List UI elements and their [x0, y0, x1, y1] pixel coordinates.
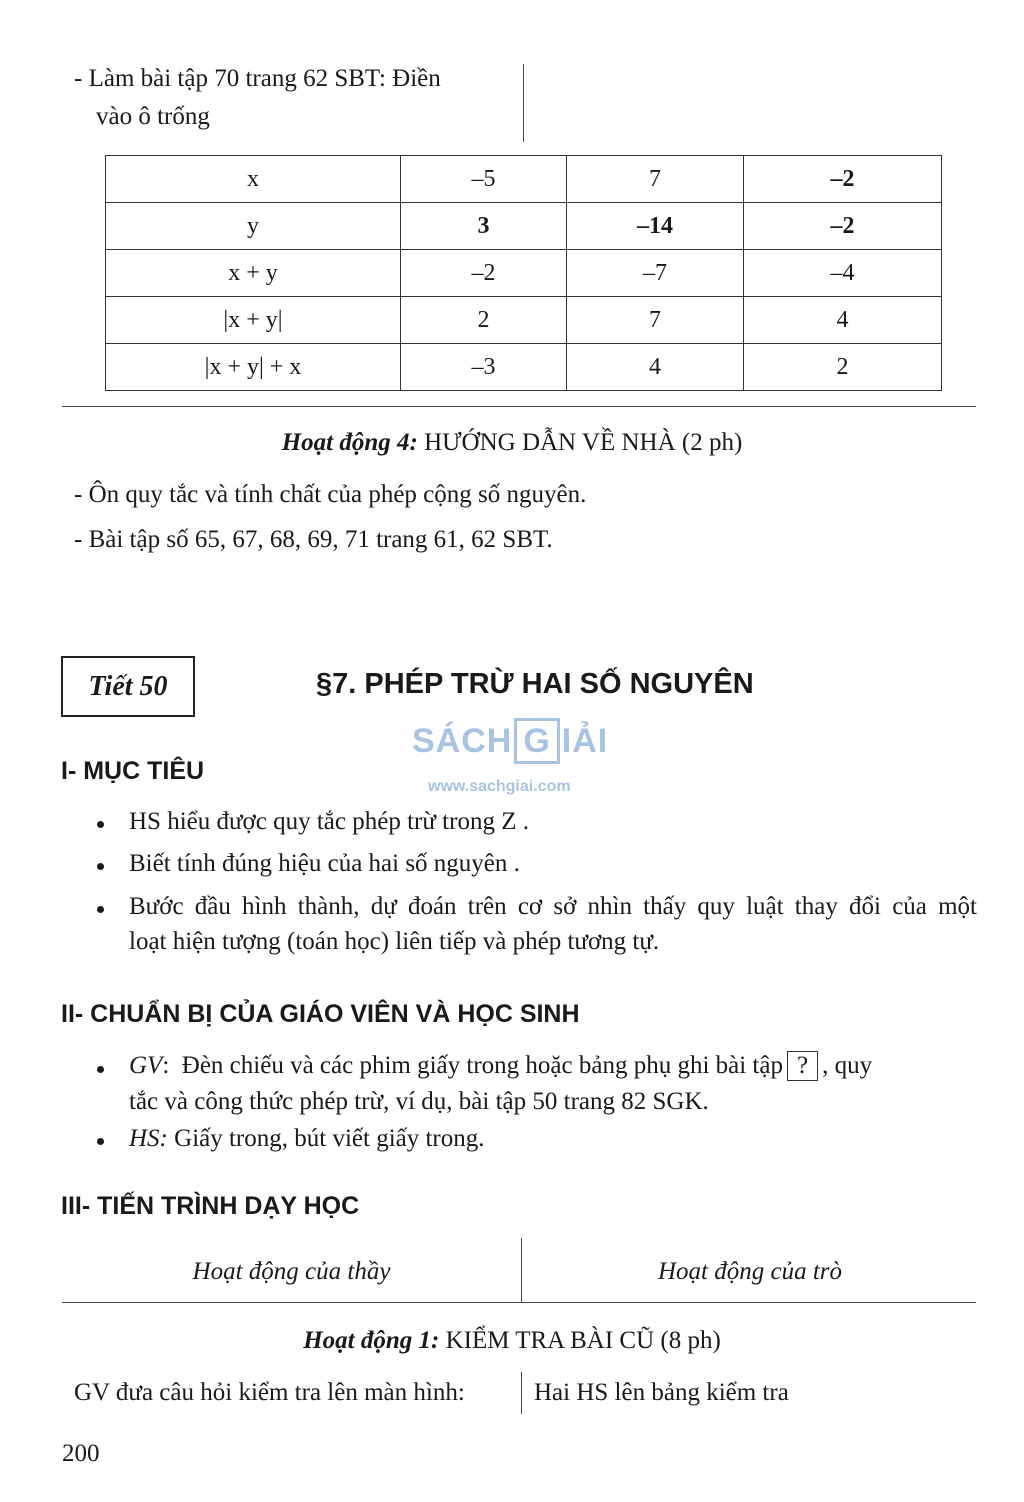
table-row	[106, 250, 942, 297]
watermark-url: www.sachgiai.com	[428, 778, 571, 795]
bullet-dot	[97, 906, 104, 913]
table-cell: –7	[567, 250, 744, 297]
bullet-dot	[97, 1066, 104, 1073]
column-divider	[521, 1372, 522, 1414]
bullet-dot	[97, 1138, 104, 1145]
student-prep-line	[129, 1124, 485, 1154]
watermark-brand-left: SÁCH	[412, 722, 513, 760]
table-cell: –3	[401, 344, 567, 391]
bullet-dot	[97, 821, 104, 828]
gv-text-end: , quy	[822, 1052, 873, 1079]
table-row	[106, 203, 942, 250]
homework-item: - Bài tập số 65, 67, 68, 69, 71 trang 61, 62 SBT.	[74, 526, 553, 553]
table-row	[106, 297, 942, 344]
column-divider-top	[523, 64, 524, 142]
student-activity: Hai HS lên bảng kiểm tra	[534, 1379, 789, 1406]
header-divider	[62, 1302, 976, 1303]
watermark-brand-right: IẢI	[561, 722, 609, 760]
table-cell: –2	[401, 250, 567, 297]
hs-text: Giấy trong, bút viết giấy trong.	[167, 1125, 485, 1152]
objective-item: HS hiểu được quy tắc phép trừ trong Z .	[129, 808, 529, 835]
exercise-line-2: vào ô trống	[96, 103, 210, 130]
table-cell: 3	[401, 203, 567, 250]
gv-label: GV	[129, 1052, 163, 1079]
table-cell: 4	[744, 297, 942, 344]
gv-text: : Đèn chiếu và các phim giấy trong hoặc bảng phụ ghi bài tập	[162, 1052, 783, 1079]
activity-1-label: Hoạt động 1:	[303, 1327, 440, 1354]
section-divider	[62, 406, 976, 407]
table-cell: 7	[567, 156, 744, 203]
teacher-prep-line-2: tắc và công thức phép trừ, ví dụ, bài tập 50 trang 82 SGK.	[129, 1088, 709, 1115]
activity-1-heading	[0, 1326, 1024, 1356]
table-row	[106, 344, 942, 391]
table-row	[106, 156, 942, 203]
table-cell: –2	[744, 156, 942, 203]
teacher-column-header: Hoạt động của thầy	[192, 1258, 391, 1285]
row-label: y	[106, 203, 401, 250]
section-2-heading: II- CHUẨN BỊ CỦA GIÁO VIÊN VÀ HỌC SINH	[61, 1000, 580, 1028]
bullet-dot	[97, 863, 104, 870]
table-cell: 2	[744, 344, 942, 391]
hs-label: HS:	[129, 1125, 168, 1152]
watermark-brand-g: G	[514, 718, 559, 764]
question-box: ?	[787, 1051, 818, 1081]
activity-4-label: Hoạt động 4:	[281, 429, 418, 456]
student-column-header: Hoạt động của trò	[657, 1258, 843, 1285]
section-3-heading: III- TIẾN TRÌNH DẠY HỌC	[61, 1192, 360, 1220]
teacher-activity: GV đưa câu hỏi kiểm tra lên màn hình:	[74, 1379, 465, 1406]
objective-item: Bước đầu hình thành, dự đoán trên cơ sở nhìn thấy quy luật thay đổi của một	[129, 893, 977, 920]
row-label: |x + y|	[106, 297, 401, 344]
table-cell: 4	[567, 344, 744, 391]
period-label: Tiết 50	[88, 670, 168, 702]
period-box	[61, 656, 195, 717]
table-cell: –5	[401, 156, 567, 203]
objective-item-continued: loạt hiện tượng (toán học) liên tiếp và phép tương tự.	[129, 928, 660, 955]
exercise-line-1: - Làm bài tập 70 trang 62 SBT: Điền	[74, 65, 441, 92]
table-cell: 7	[567, 297, 744, 344]
teacher-prep-line	[129, 1051, 977, 1081]
activity-4-title: HƯỚNG DẪN VỀ NHÀ (2 ph)	[424, 429, 743, 456]
lesson-title: §7. PHÉP TRỪ HAI SỐ NGUYÊN	[316, 668, 754, 700]
activity-1-title: KIỂM TRA BÀI CŨ (8 ph)	[445, 1327, 721, 1354]
objective-item: Biết tính đúng hiệu của hai số nguyên .	[129, 850, 520, 877]
table-cell: –2	[744, 203, 942, 250]
page-number: 200	[62, 1440, 100, 1467]
row-label: |x + y| + x	[106, 344, 401, 391]
table-cell: 2	[401, 297, 567, 344]
values-table	[105, 155, 942, 391]
table-cell: –4	[744, 250, 942, 297]
activity-4-heading	[0, 428, 1024, 458]
watermark-logo	[412, 718, 608, 764]
row-label: x	[106, 156, 401, 203]
row-label: x + y	[106, 250, 401, 297]
table-cell: –14	[567, 203, 744, 250]
section-1-heading: I- MỤC TIÊU	[61, 757, 205, 785]
homework-item: - Ôn quy tắc và tính chất của phép cộng số nguyên.	[74, 481, 587, 508]
